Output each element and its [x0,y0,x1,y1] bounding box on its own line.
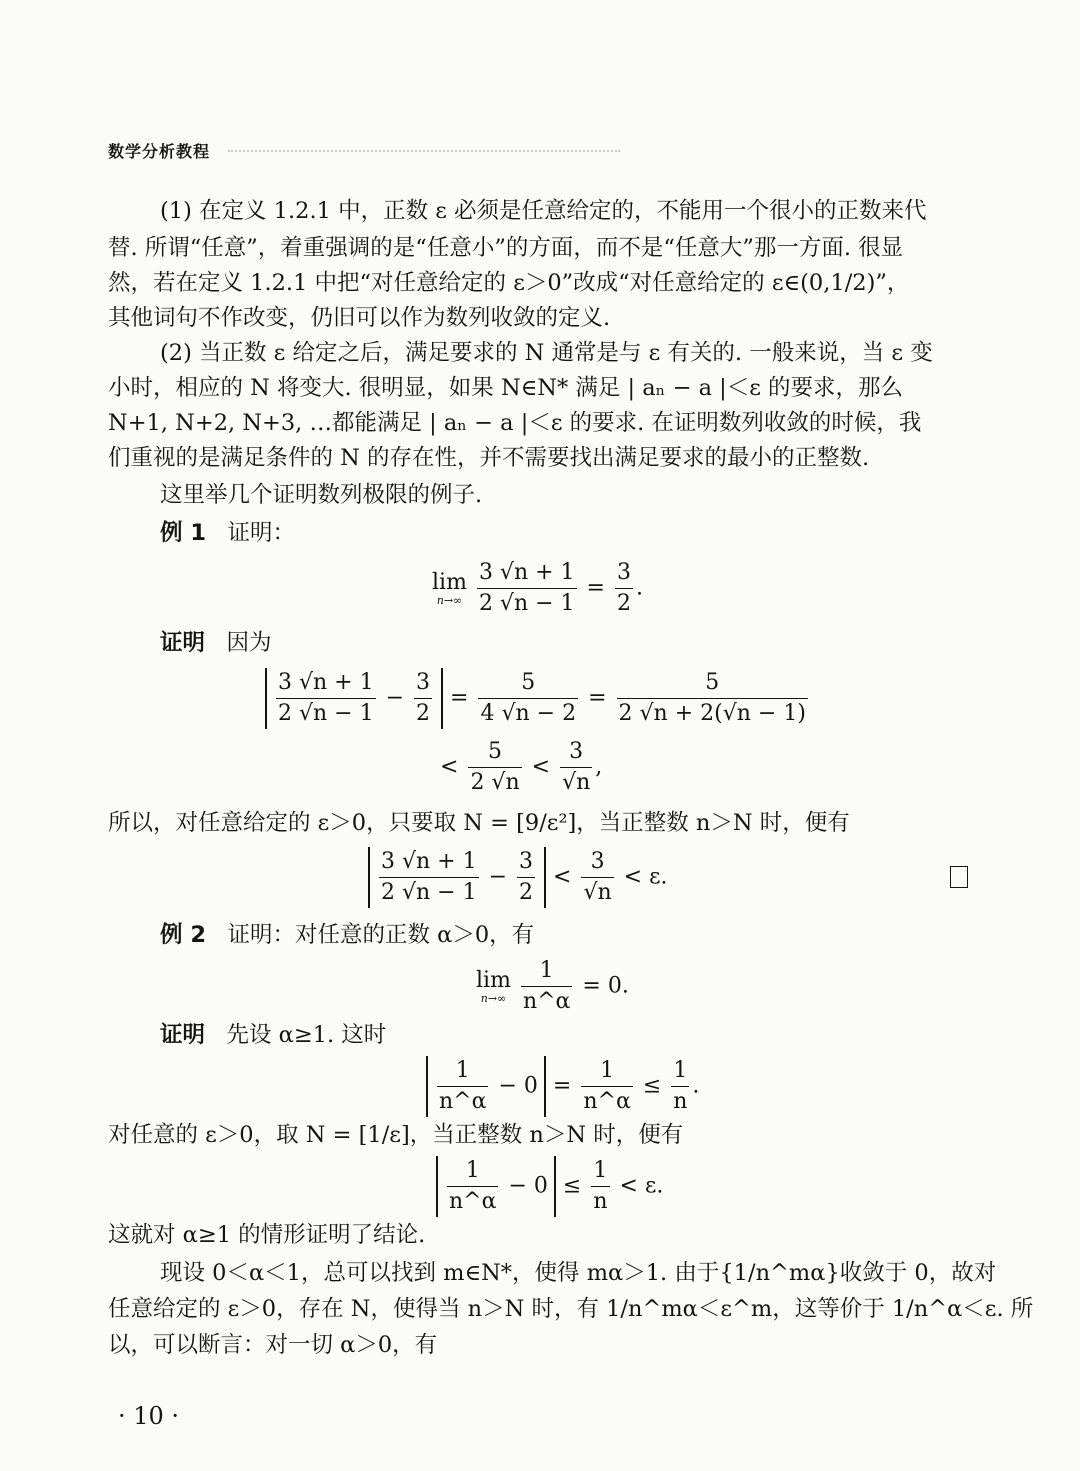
equation-bound: < $\frac{5}{2 √n}$ < $\frac{3}{√n}$ , [440,737,602,798]
proof-2-text: 先设 α≥1. 这时 [226,1022,387,1048]
proof-label: 证明 [160,1022,206,1048]
equation-limit-2: lim n→∞ $\frac{1}{n\^{}\alpha}$ = 0. [476,956,629,1017]
equation-limit-1: lim n→∞ $\frac{3 √n + 1}{2 √n - 1}$ = $\frac{3}{2}$ . [432,558,643,619]
conclusion-line: 这就对 α≥1 的情形证明了结论. [108,1222,426,1248]
proof-label: 证明 [160,630,206,656]
fraction: $\frac{3 √n + 1}{2 √n - 1}$ [477,558,577,619]
absolute-value: $\frac{3 √n + 1}{2 √n - 1}$ − $\frac{3}{2}$ [265,668,443,729]
equation-abs-diff: $\frac{3 √n + 1}{2 √n - 1}$ − $\frac{3}{2}$ = $\frac{5}{4 √n - 2}$ = $\frac{5}{2 √n + 2(√n - 1)}$ [265,668,811,729]
p2-line-1: (2) 当正数 ε 给定之后，满足要求的 N 通常是与 ε 有关的. 一般来说，当 ε 变 [160,340,933,366]
equation-conclusion-1: $\frac{3 √n + 1}{2 √n - 1}$ − $\frac{3}{2}$ < $\frac{3}{√n}$ < ε. [368,847,668,908]
p3-line-2: 任意给定的 ε＞0，存在 N，使得当 n＞N 时，有 1/n^mα＜ε^m，这等价于 1/n^α＜ε. 所 [108,1296,1034,1322]
p2-line-4: 们重视的是满足条件的 N 的存在性，并不需要找出满足要求的最小的正整数. [108,445,870,471]
p2-line-2: 小时，相应的 N 将变大. 很明显，如果 N∈N* 满足 | aₙ − a |＜ε 的要求，那么 [108,375,904,401]
lim-operator: lim n→∞ [432,569,467,607]
intro-line: 这里举几个证明数列极限的例子. [160,482,483,508]
running-header: 数学分析教程 [108,142,211,161]
example-1-text: 证明： [227,520,295,546]
p1-line-2: 替. 所谓“任意”，着重强调的是“任意小”的方面，而不是“任意大”那一方面. 很显 [108,235,904,261]
so-line-1: 所以，对任意给定的 ε＞0，只要取 N = [9/ε²]，当正整数 n＞N 时，便有 [108,810,850,836]
absolute-value: $\frac{3 √n + 1}{2 √n - 1}$ − $\frac{3}{2}$ [368,847,546,908]
p3-line-3: 以，可以断言：对一切 α＞0，有 [108,1332,438,1358]
proof-1-text: 因为 [226,630,272,656]
p1-line-4: 其他词句不作改变，仍旧可以作为数列收敛的定义. [108,305,611,331]
equation-conclusion-2: $\frac{1}{n\^{}\alpha}$ − 0 ≤ $\frac{1}{n}$ < ε. [436,1156,663,1217]
page-number: · 10 · [118,1402,180,1430]
any-line-2: 对任意的 ε＞0，取 N = [1/ε]，当正整数 n＞N 时，便有 [108,1122,684,1148]
proof-1-line [160,628,1022,658]
header-dotted-rule [228,150,620,152]
example-2-line [160,920,1022,950]
example-2-label: 例 2 [160,922,206,948]
example-1-line [160,518,1022,548]
example-2-text: 证明：对任意的正数 α＞0，有 [227,922,535,948]
qed-box [950,866,968,888]
fraction: $\frac{3}{2}$ [615,558,633,619]
p3-line-1: 现设 0＜α＜1，总可以找到 m∈N*，使得 mα＞1. 由于{1/n^mα}收敛于 0，故对 [160,1260,997,1286]
proof-2-line [160,1020,1022,1050]
p1-line-3: 然，若在定义 1.2.1 中把“对任意给定的 ε＞0”改成“对任意给定的 ε∈(0,1/2)”， [108,270,910,296]
p2-line-3: N+1, N+2, N+3, …都能满足 | aₙ − a |＜ε 的要求. 在证明数列收敛的时候，我 [108,410,922,436]
example-1-label: 例 1 [160,520,206,546]
equation-abs-2: $\frac{1}{n\^{}\alpha}$ − 0 = $\frac{1}{n\^{}\alpha}$ ≤ $\frac{1}{n}$ . [426,1056,699,1117]
p1-line-1: (1) 在定义 1.2.1 中，正数 ε 必须是任意给定的，不能用一个很小的正数来代 [160,198,927,224]
